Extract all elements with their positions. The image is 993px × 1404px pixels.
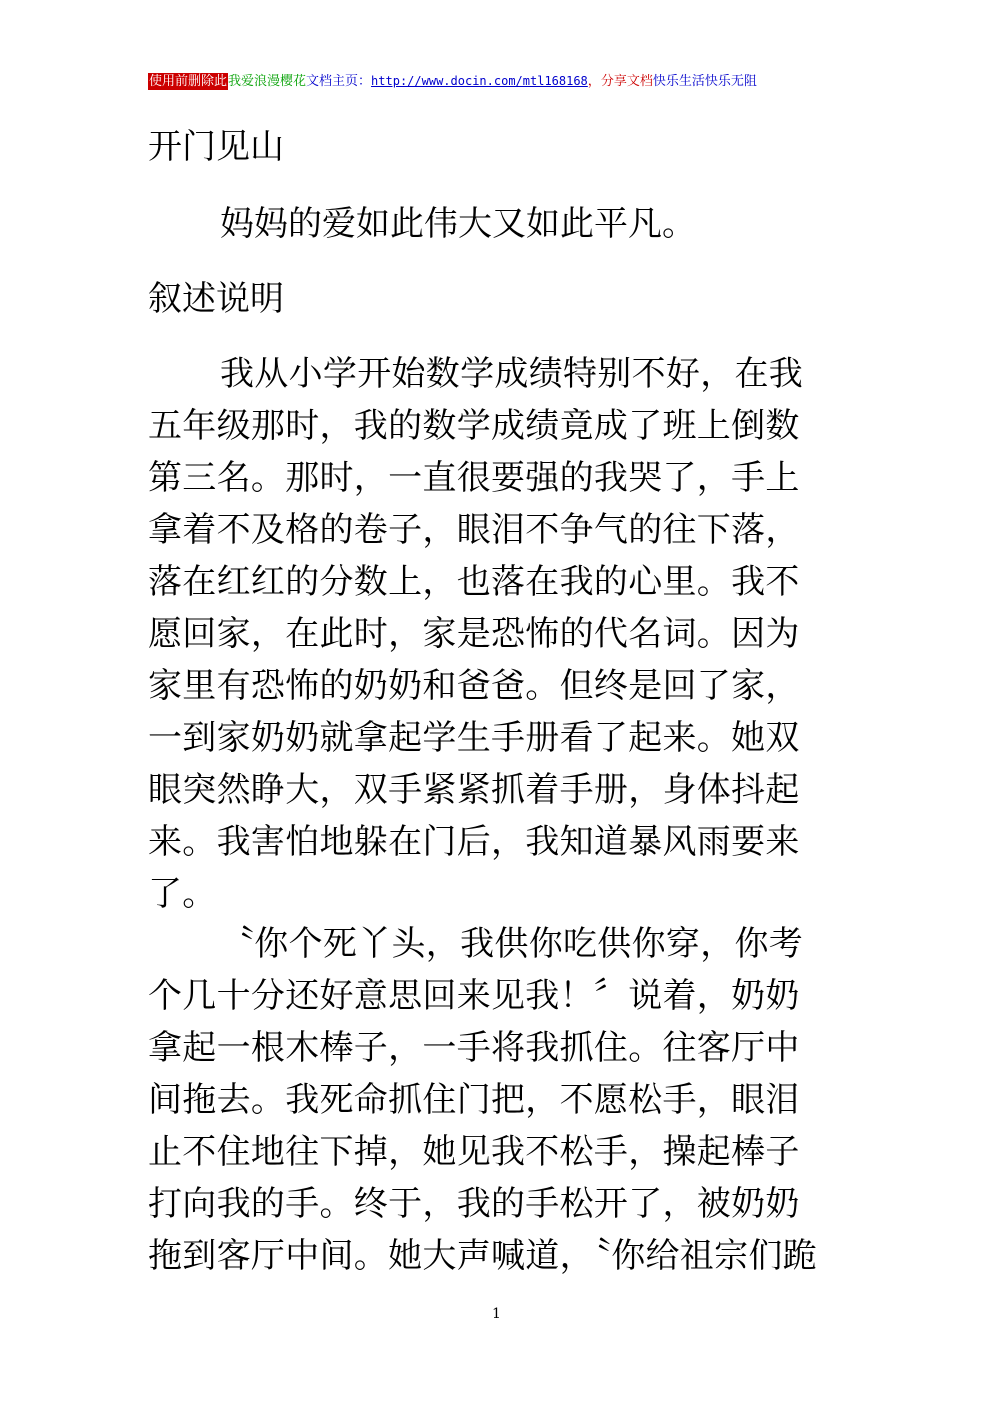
- lead-sentence: 妈妈的爱如此伟大又如此平凡。: [220, 204, 696, 244]
- document-header-bar: [148, 71, 757, 91]
- paragraph-line: 拿着不及格的卷子，眼泪不争气的往下落，: [148, 510, 800, 550]
- paragraph-line: 第三名。那时，一直很要强的我哭了，手上: [148, 458, 800, 498]
- paragraph-line: 愿回家，在此时，家是恐怖的代名词。因为: [148, 614, 800, 654]
- paragraph-line: 眼突然睁大，双手紧紧抓着手册，身体抖起: [148, 770, 800, 810]
- paragraph-line: 五年级那时，我的数学成绩竟成了班上倒数: [148, 406, 800, 446]
- homepage-label: 文档主页：: [306, 74, 372, 89]
- paragraph-line: 间拖去。我死命抓住门把，不愿松手，眼泪: [148, 1080, 800, 1120]
- share-text: 分享文档: [600, 74, 653, 89]
- paragraph-line: 一到家奶奶就拿起学生手册看了起来。她双: [148, 718, 800, 758]
- paragraph-line: 打向我的手。终于，我的手松开了，被奶奶: [148, 1184, 800, 1224]
- paragraph-line: 拖到客厅中间。她大声喊道，〝你给祖宗们跪: [148, 1236, 817, 1276]
- paragraph-line: 个几十分还好意思回来见我！〞说着，奶奶: [148, 976, 800, 1016]
- paragraph-line: 家里有恐怖的奶奶和爸爸。但终是回了家，: [148, 666, 800, 706]
- page-number: 1: [492, 1306, 501, 1322]
- delete-notice-badge: 使用前删除此: [149, 74, 228, 89]
- paragraph-line: 止不住地往下掉，她见我不松手，操起棒子: [148, 1132, 800, 1172]
- heading-narration: 叙述说明: [148, 279, 284, 319]
- author-name: 我爱浪漫樱花: [228, 74, 307, 89]
- paragraph-line: 我从小学开始数学成绩特别不好，在我: [220, 354, 804, 394]
- paragraph-line: 〝你个死丫头，我供你吃供你穿，你考: [220, 924, 804, 964]
- heading-opening: 开门见山: [148, 127, 284, 167]
- paragraph-line: 来。我害怕地躲在门后，我知道暴风雨要来: [148, 822, 800, 862]
- paragraph-line: 落在红红的分数上，也落在我的心里。我不: [148, 562, 800, 602]
- paragraph-line: 了。: [148, 874, 217, 914]
- header-comma: ，: [587, 74, 601, 89]
- paragraph-1: [148, 348, 848, 920]
- paragraph-line: 拿起一根木棒子，一手将我抓住。往客厅中: [148, 1028, 800, 1068]
- paragraph-2: [148, 918, 848, 1282]
- header-motto: 快乐生活快乐无阻: [652, 74, 757, 89]
- homepage-link[interactable]: http://www.docin.com/mtl168168: [371, 74, 588, 88]
